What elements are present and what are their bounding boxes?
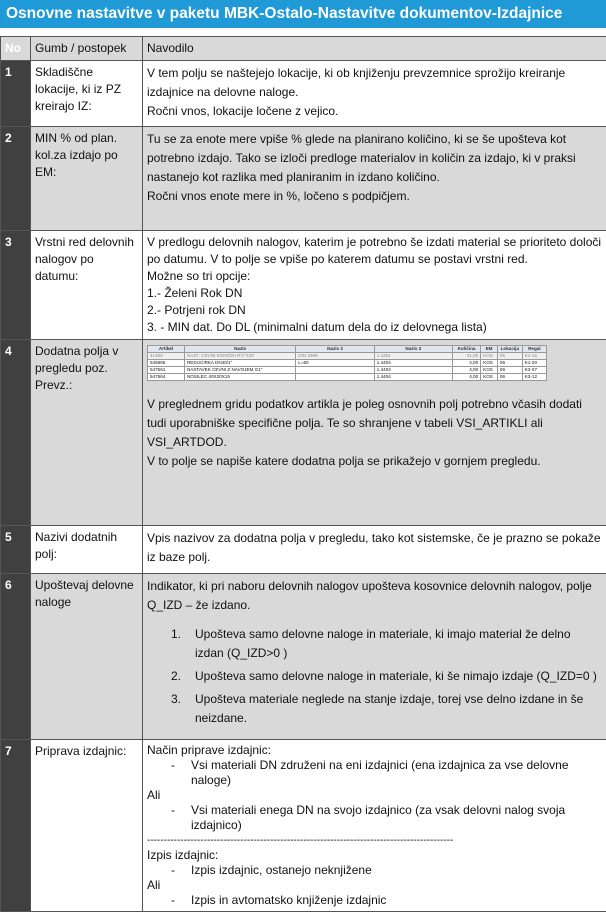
dash-mark: -: [171, 758, 175, 773]
table-row: [1, 574, 606, 740]
table-row: [1, 231, 606, 340]
grid-row: [148, 367, 547, 374]
row-navodilo: [143, 340, 606, 526]
row-navodilo: [143, 61, 606, 127]
text-line: 1.- Želeni Rok DN: [147, 285, 602, 302]
settings-table: [0, 36, 606, 912]
grid-cell: 1.4404: [374, 367, 452, 374]
row-number: 1: [1, 61, 31, 127]
list-number: 1.: [171, 625, 181, 644]
grid-cell: K3-12: [522, 374, 546, 381]
grid-cell: 1.4404: [374, 360, 452, 367]
grid-cell: [296, 367, 374, 374]
grid-cell: 31,00: [452, 353, 480, 360]
grid-cell: 06: [497, 353, 522, 360]
dash-text: Vsi materiali enega DN na svojo izdajnico (za vsak delovni nalog svoja izdajnico): [191, 803, 565, 832]
text-line: Tu se za enote mere vpiše % glede na planirano količino, ki se še upošteva kot potrebno izdajo. Tako se izloči predloge materialov in količin za izdajo, ki v praksi nastanejo kot razlika med planiranim in izdano količino.: [147, 130, 602, 187]
separator-line: --------------------------------------------------------------------------------------------: [147, 833, 602, 848]
dash-mark: -: [171, 863, 175, 878]
text-line: Ročni vnos, lokacije ločene z vejico.: [147, 102, 602, 121]
grid-header-cell: EM: [481, 346, 498, 353]
row-navodilo: [143, 740, 606, 912]
list-item: [147, 667, 602, 686]
row-navodilo: [143, 231, 606, 340]
list-item: [147, 690, 602, 728]
dash-item: [147, 863, 602, 878]
grid-cell: KOS: [481, 353, 498, 360]
header-gumb: Gumb / postopek: [31, 37, 143, 61]
table-row: [1, 340, 606, 526]
table-header: [1, 37, 606, 61]
article-grid-preview: [147, 345, 547, 381]
grid-header-cell: Naziv 2: [296, 346, 374, 353]
grid-cell: NASTAVEK CEVNI Z NAVOJEM G1": [184, 367, 295, 374]
header-no: No: [1, 37, 31, 61]
grid-cell: [296, 374, 374, 381]
row-gumb: Priprava izdajnic:: [31, 740, 143, 912]
list-number: 2.: [171, 667, 181, 686]
grid-cell: 547564: [148, 374, 185, 381]
row-gumb: Upoštevaj delovne naloge: [31, 574, 143, 740]
grid-cell: K3-07: [522, 367, 546, 374]
option-list: [147, 625, 602, 728]
grid-header-cell: Naziv 3: [374, 346, 452, 353]
grid-cell: 1.4301: [374, 353, 452, 360]
row-number: 3: [1, 231, 31, 340]
grid-cell: 41468: [148, 353, 185, 360]
grid-cell: L=60: [296, 360, 374, 367]
text-line: Ročni vnos enote mere in %, ločeno s podpičjem.: [147, 187, 602, 206]
grid-cell: 545665: [148, 360, 185, 367]
text-line: V predlogu delovnih nalogov, katerim je potrebno še izdati material se prioriteto določi po datumu. V to polje se vpiše po katerem datumu se postavi vrstni red.: [147, 234, 602, 268]
grid-cell: 06: [497, 360, 522, 367]
grid-cell: 547561: [148, 367, 185, 374]
text-line: Vpis nazivov za dodatna polja v pregledu, tako kot sistemske, če je prazno se pokaže iz baze polj.: [147, 529, 602, 567]
text-line: Možne so tri opcije:: [147, 268, 602, 285]
dash-mark: -: [171, 803, 175, 818]
dash-text: Izpis in avtomatsko knjiženje izdajnic: [191, 893, 386, 907]
grid-cell: 06: [497, 367, 522, 374]
grid-row: [148, 374, 547, 381]
grid-cell: 4,00: [452, 374, 480, 381]
list-item: [147, 625, 602, 663]
row-number: 5: [1, 526, 31, 574]
list-number: 3.: [171, 690, 181, 709]
grid-header-cell: Artikel: [148, 346, 185, 353]
grid-cell: K1-16: [522, 353, 546, 360]
dash-text: Izpis izdajnic, ostanejo neknjižene: [191, 863, 372, 877]
text-line: V to polje se napiše katere dodatna polja se prikažejo v gornjem pregledu.: [147, 452, 602, 471]
row-navodilo: [143, 526, 606, 574]
table-row: [1, 61, 606, 127]
dash-mark: -: [171, 893, 175, 908]
grid-header-cell: Lokacija: [497, 346, 522, 353]
row-navodilo: [143, 574, 606, 740]
row-gumb: MIN % od plan. kol.za izdajo po EM:: [31, 127, 143, 231]
grid-row: [148, 360, 547, 367]
row-gumb: Skladiščne lokacije, ki iz PZ kreirajo IZ:: [31, 61, 143, 127]
text-line: Ali: [147, 878, 602, 893]
document-title: Osnovne nastavitve v paketu MBK-Ostalo-Nastavitve dokumentov-Izdajnice: [0, 0, 606, 28]
grid-header-cell: Količina: [452, 346, 480, 353]
dash-item: [147, 803, 602, 833]
table-row: [1, 740, 606, 912]
grid-cell: REDUCIRKA DN40/1": [184, 360, 295, 367]
grid-cell: KOS: [481, 367, 498, 374]
grid-cell: 1.4404: [374, 374, 452, 381]
grid-row: [148, 353, 547, 360]
grid-cell: KOS: [481, 374, 498, 381]
row-number: 6: [1, 574, 31, 740]
grid-cell: KOS: [481, 360, 498, 367]
row-number: 2: [1, 127, 31, 231]
text-line: Ali: [147, 788, 602, 803]
text-line: V tem polju se naštejejo lokacije, ki ob knjiženju prevzemnice sprožijo kreiranje izdajnice na delovne naloge.: [147, 64, 602, 102]
text-line: V preglednem gridu podatkov artikla je poleg osnovnih polj potrebno včasih dodati tudi uporabniške specifične polja. Te so shranjene v tabeli VSI_ARTIKLI ali VSI_ARTDOD.: [147, 395, 602, 452]
table-row: [1, 127, 606, 231]
text-line: Način priprave izdajnic:: [147, 743, 602, 758]
text-line: Indikator, ki pri naboru delovnih nalogov upošteva kosovnice delovnih nalogov, polje Q_IZD – že izdano.: [147, 577, 602, 615]
text-line: Izpis izdajnic:: [147, 848, 602, 863]
grid-cell: NOSILEC 40X20X15: [184, 374, 295, 381]
grid-header-cell: Naziv: [184, 346, 295, 353]
text-line: 3. - MIN dat. Do DL (minimalni datum dela do iz delovnega lista): [147, 319, 602, 336]
grid-header-cell: Regal: [522, 346, 546, 353]
table-row: [1, 526, 606, 574]
grid-cell: 4,00: [452, 367, 480, 374]
dash-item: [147, 893, 602, 908]
row-gumb: Dodatna polja v pregledu poz. Prevz.:: [31, 340, 143, 526]
grid-header-row: [148, 346, 547, 353]
row-gumb: Vrstni red delovnih nalogov po datumu:: [31, 231, 143, 340]
grid-cell: DIN 2999: [296, 353, 374, 360]
grid-cell: 4,00: [452, 360, 480, 367]
header-navodilo: Navodilo: [143, 37, 606, 61]
text-line: 2.- Potrjeni rok DN: [147, 302, 602, 319]
row-navodilo: [143, 127, 606, 231]
row-gumb: Nazivi dodatnih polj:: [31, 526, 143, 574]
list-text: Upošteva samo delovne naloge in materiale, ki še nimajo izdaje (Q_IZD=0 ): [195, 669, 597, 683]
dash-item: [147, 758, 602, 788]
list-text: Upošteva samo delovne naloge in materiale, ki imajo material že delno izdan (Q_IZD>0 ): [195, 627, 571, 660]
row-number: 7: [1, 740, 31, 912]
dash-text: Vsi materiali DN združeni na eni izdajnici (ena izdajnica za vse delovne naloge): [191, 758, 569, 787]
grid-cell: 06: [497, 374, 522, 381]
row-number: 4: [1, 340, 31, 526]
grid-cell: NAST. CEVNI KONIČNI R½"X20: [184, 353, 295, 360]
list-text: Upošteva materiale neglede na stanje izdaje, torej vse delno izdane in še neizdane.: [195, 692, 583, 725]
grid-cell: K1-20: [522, 360, 546, 367]
